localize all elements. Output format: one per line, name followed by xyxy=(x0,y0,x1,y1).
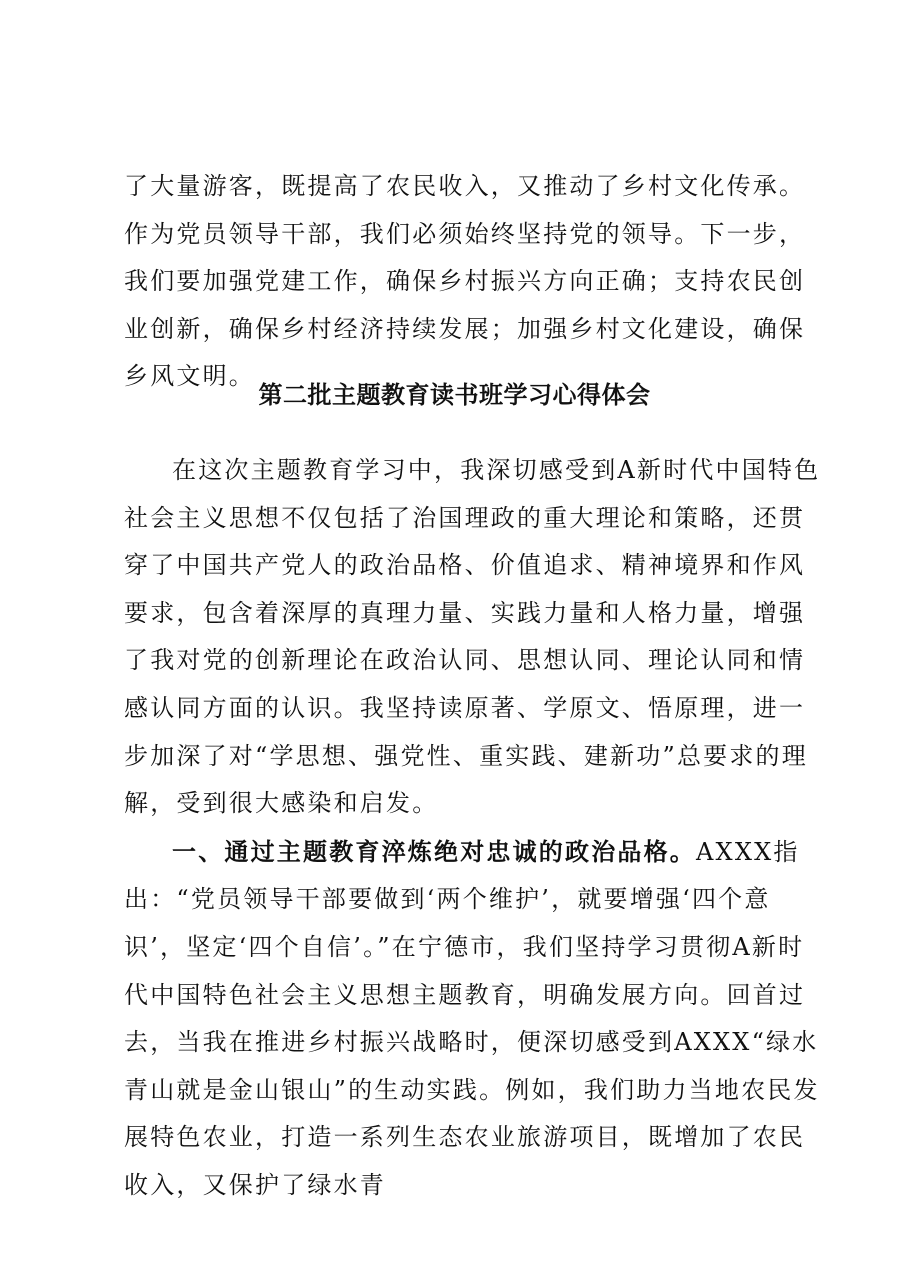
body-paragraph-2 xyxy=(124,828,824,1210)
intro-paragraph: 了大量游客，既提高了农民收入，又推动了乡村文化传承。作为党员领导干部，我们必须始终坚持党的领导。下一步，我们要加强党建工作，确保乡村振兴方向正确；支持农民创业创新，确保乡村经济持续发展；加强乡村文化建设，确保乡风文明。 xyxy=(124,172,806,391)
section-title: 第二批主题教育读书班学习心得体会 xyxy=(258,380,651,409)
paragraph-2-heading: 一、通过主题教育淬炼绝对忠诚的政治品格。 xyxy=(172,836,696,866)
body-paragraph-1: 在这次主题教育学习中，我深切感受到A新时代中国特色社会主义思想不仅包括了治国理政的重大理论和策略，还贯穿了中国共产党人的政治品格、价值追求、精神境界和作风要求，包含着深厚的真理力量、实践力量和人格力量，增强了我对党的创新理论在政治认同、思想认同、理论认同和情感认同方面的认识。我坚持读原著、学原文、悟原理，进一步加深了对“学思想、强党性、重实践、建新功”总要求的理解，受到很大感染和启发。 xyxy=(124,456,821,818)
article-body xyxy=(124,447,824,1210)
paragraph-2-body: AXXX指出：“党员领导干部要做到‘两个维护’，就要增强‘四个意识’，坚定‘四个自信’。”在宁德市，我们坚持学习贯彻A新时代中国特色社会主义思想主题教育，明确发展方向。回首过去，当我在推进乡村振兴战略时，便深切感受到AXXX“绿水青山就是金山银山”的生动实践。例如，我们助力当地农民发展特色农业，打造一系列生态农业旅游项目，既增加了农民收入，又保护了绿水青 xyxy=(124,837,820,1199)
